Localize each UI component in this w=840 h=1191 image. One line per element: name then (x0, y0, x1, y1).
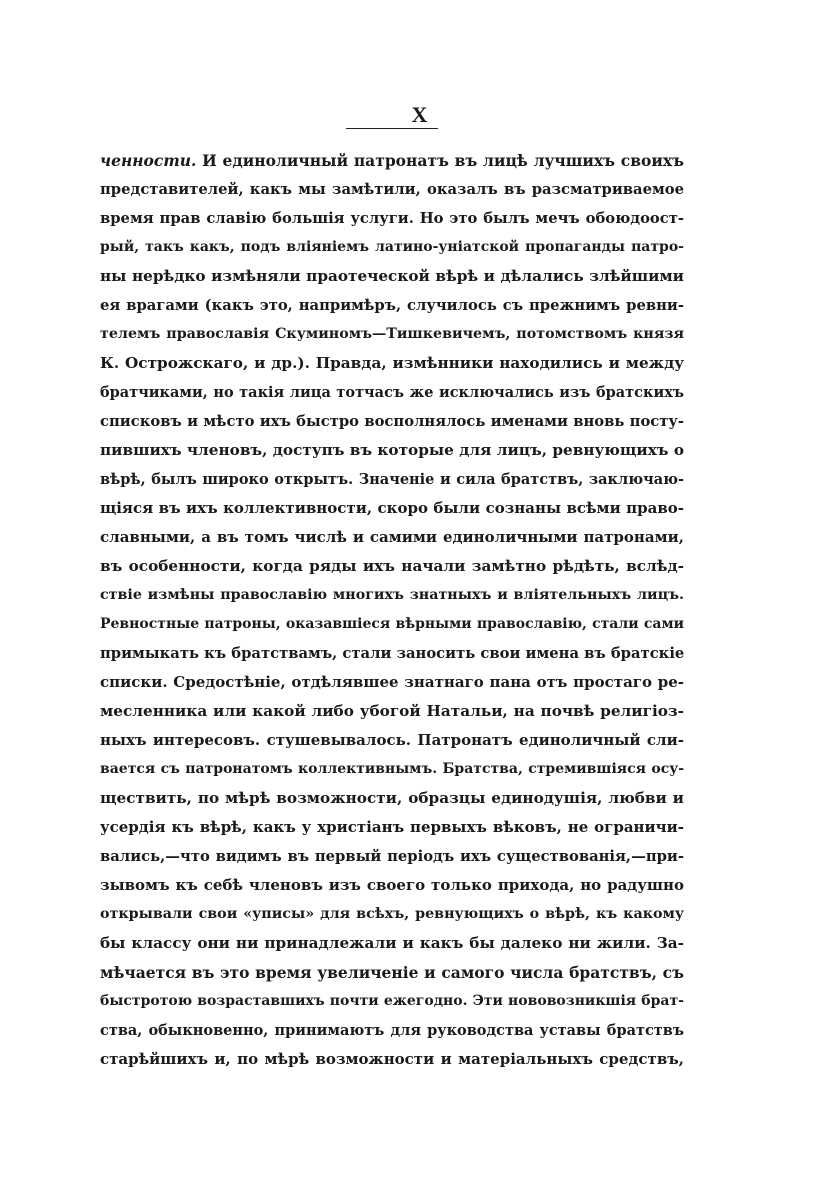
text-line: телемъ православія Скуминомъ—Тишкевичемъ, потомствомъ князя (100, 326, 684, 342)
body-text (100, 146, 684, 1074)
text-line: ществить, по мѣрѣ возможности, образцы единодушія, любви и (100, 789, 684, 807)
text-line: бы классу они ни принадлежали и какъ бы далеко ни жили. За- (100, 934, 684, 952)
text-line: вѣрѣ, былъ широко открытъ. Значеніе и сила братствъ, заключаю- (100, 471, 684, 488)
text-line: щіяся въ ихъ коллективности, скоро были сознаны всѣми право- (100, 499, 684, 517)
text-line: месленника или какой либо убогой Натальи, на почвѣ религіоз- (100, 702, 684, 720)
text-line: пившихъ членовъ, доступъ въ которые для лицъ, ревнующихъ о (100, 441, 684, 459)
text-line: ныхъ интересовъ. стушевывалось. Патронатъ единоличный сли- (100, 731, 684, 749)
text-line: вается съ патронатомъ коллективнымъ. Братства, стремившіяся осу- (100, 761, 684, 777)
page-number: X (411, 102, 429, 127)
text-line: списки. Средостѣніе, отдѣлявшее знатнаго пана отъ простаго ре- (100, 673, 684, 691)
header-rule (346, 128, 438, 129)
text-line: зывомъ къ себѣ членовъ изъ своего только прихода, но радушно (100, 876, 684, 894)
italic-word: ченности. (100, 151, 197, 170)
text-line: усердія къ вѣрѣ, какъ у христіанъ первыхъ вѣковъ, не ограничи- (100, 818, 684, 836)
text-line: примыкать къ братствамъ, стали заносить свои имена въ братскіе (100, 645, 684, 662)
text-line: представителей, какъ мы замѣтили, оказалъ въ разсматриваемое (100, 181, 684, 198)
text-line: ства, обыкновенно, принимаютъ для руководства уставы братствъ (100, 1022, 684, 1039)
text-line: въ особенности, когда ряды ихъ начали замѣтно рѣдѣть, вслѣд- (100, 557, 684, 575)
text-line (100, 146, 684, 175)
text-line-rest: И единоличный патронатъ въ лицѣ лучшихъ своихъ (196, 151, 684, 170)
text-line: рый, такъ какъ, подъ вліяніемъ латино-уніатской пропаганды патро- (100, 239, 684, 255)
text-line: быстротою возраставшихъ почти ежегодно. Эти нововозникшія брат- (100, 993, 684, 1009)
text-line: списковъ и мѣсто ихъ быстро восполнялось именами вновь посту- (100, 413, 684, 430)
text-line: ны нерѣдко измѣняли праотеческой вѣрѣ и дѣлались злѣйшими (100, 267, 684, 285)
text-line: К. Острожскаго, и др.). Правда, измѣнники находились и между (100, 354, 684, 372)
text-line: славными, а въ томъ числѣ и самими единоличными патронами, (100, 528, 684, 546)
text-line: мѣчается въ это время увеличеніе и самого числа братствъ, съ (100, 963, 684, 982)
text-line: ствіе измѣны православію многихъ знатныхъ и вліятельныхъ лицъ. (100, 587, 684, 603)
text-line: старѣйшихъ и, по мѣрѣ возможности и матеріальныхъ средствъ, (100, 1050, 684, 1068)
text-line: вались,—что видимъ въ первый періодъ ихъ существованія,—при- (100, 848, 684, 865)
text-line: ея врагами (какъ это, напримѣръ, случилось съ прежнимъ ревни- (100, 297, 684, 314)
text-line: открывали свои «уписы» для всѣхъ, ревнующихъ о вѣрѣ, къ какому (100, 906, 684, 922)
text-line: Ревностные патроны, оказавшіеся вѣрными православію, стали сами (100, 616, 684, 632)
text-line: время прав славію большія услуги. Но это былъ мечъ обоюдоост- (100, 210, 684, 227)
text-line: братчиками, но такія лица тотчасъ же исключались изъ братскихъ (100, 384, 684, 401)
